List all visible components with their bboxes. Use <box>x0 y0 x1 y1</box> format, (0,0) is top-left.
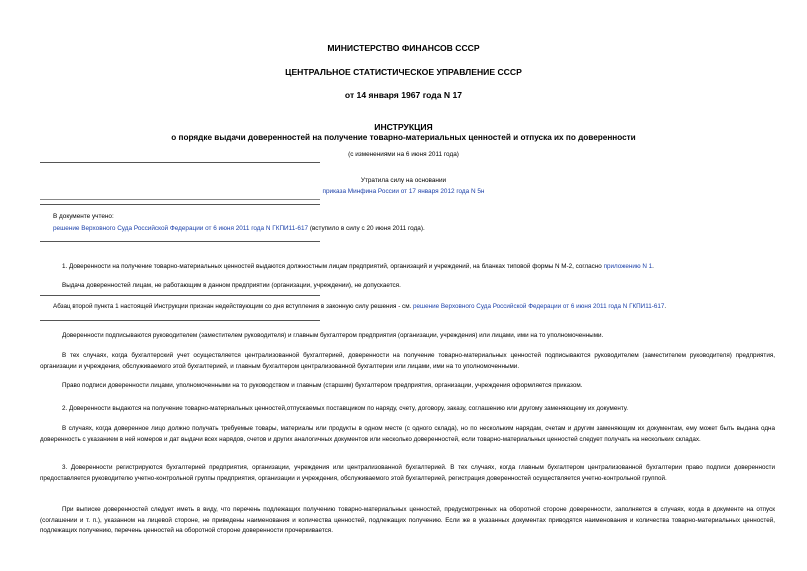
divider-mid-2 <box>40 204 320 205</box>
note-text: Абзац второй пункта 1 настоящей Инструкции признан недействующим со дня вступления в законную силу решения - см. <box>53 303 414 310</box>
divider-top <box>40 162 320 163</box>
paragraph-5: Право подписи доверенности лицами, уполномоченными на то руководством и главным (старшим) бухгалтером предприятия, организации, учреждения оформляется приказом. <box>62 382 583 389</box>
paragraph-1 <box>40 262 775 273</box>
divider-consideration <box>40 241 320 242</box>
doc-title: о порядке выдачи доверенностей на получение товарно-материальных ценностей и отпуска их по доверенности <box>171 133 636 142</box>
paragraph-8: 3. Доверенности регистрируются бухгалтерией предприятия, организации, учреждения или централизованной бухгалтерией. В тех случаях, когда главным бухгалтером централизованной бухгалтерии право подписи доверенности предоставляется руководителю учетно-контрольной группы предприятия, организации и учреждения, обслуживаемого этой бухгалтерией, регистрация доверенностей осуществляется учетно-контрольной группой. <box>40 464 775 482</box>
paragraph-7: В случаях, когда доверенное лицо должно получать требуемые товары, материалы или продукты в одном месте (с одного склада), но по нескольким нарядам, счетам и другим заменяющим их документам, ему может быть выдана одна доверенность с указанием в ней номеров и дат выдачи всех нарядов, счетов и других аналогичных документов или несколько доверенностей, если товарно-материальных ценностей следует получать на нескольких складах. <box>40 425 775 443</box>
paragraph-6: 2. Доверенности выдаются на получение товарно-материальных ценностей,отпускаемых поставщиком по наряду, счету, договору, заказу, соглашению или другому заменяющему их документу. <box>62 405 629 412</box>
paragraph-1-end: . <box>652 263 654 270</box>
note-court-link[interactable]: решение Верховного Суда Российской Федерации от 6 июня 2011 года N ГКПИ11-617 <box>413 303 665 310</box>
department-heading: ЦЕНТРАЛЬНОЕ СТАТИСТИЧЕСКОЕ УПРАВЛЕНИЕ СССР <box>285 67 522 77</box>
appendix-1-link[interactable]: приложению N 1 <box>603 263 653 270</box>
paragraph-4: В тех случаях, когда бухгалтерский учет осуществляется централизованной бухгалтерией, доверенности на получение товарно-материальных ценностей подписываются руководителем (заместителем руководителя) предприятия, организации и учреждения, обслуживаемого этой бухгалтерией, и главным бухгалтером централизованной бухгалтерии или лицами, ими на то уполномоченными. <box>40 352 775 370</box>
note-end: . <box>664 303 667 310</box>
paragraph-3: Доверенности подписываются руководителем (заместителем руководителя) и главным бухгалтером предприятия (организации, учреждения) или лицами, ими на то уполномоченными. <box>62 332 604 339</box>
paragraph-2: Выдача доверенностей лицам, не работающим в данном предприятии (организации, учреждении), не допускается. <box>62 282 401 289</box>
consideration-link[interactable]: решение Верховного Суда Российской Федерации от 6 июня 2011 года N ГКПИ11-617 <box>53 225 309 232</box>
paragraph-1-text: 1. Доверенности на получение товарно-материальных ценностей выдаются должностным лицам предприятий, организаций и учреждений, на бланках типовой формы N М-2, согласно <box>62 263 604 270</box>
date-number-heading: от 14 января 1967 года N 17 <box>344 90 463 100</box>
lost-force-text: Утратила силу на основании <box>360 177 447 184</box>
ministry-heading: МИНИСТЕРСТВО ФИНАНСОВ СССР <box>327 43 480 53</box>
lost-force-link[interactable]: приказа Минфина России от 17 января 2012 года N 5н <box>322 188 485 195</box>
consideration-tail: (вступило в силу с 20 июня 2011 года). <box>308 225 425 232</box>
doc-type-heading: ИНСТРУКЦИЯ <box>374 122 433 132</box>
consideration-line <box>53 225 425 232</box>
court-decision-note <box>53 302 783 313</box>
consideration-label: В документе учтено: <box>53 213 114 220</box>
revision-note: (с изменениями на 6 июня 2011 года) <box>348 151 459 158</box>
divider-mid-1 <box>40 199 320 200</box>
paragraph-9: При выписке доверенностей следует иметь в виду, что перечень подлежащих получению товарно-материальных ценностей, предусмотренных на оборотной стороне доверенности, заполняется в случаях, когда в документе на отпуск (соглашении и т. п.), указанном на лицевой стороне, не приведены наименования и количества ценностей, подлежащих получению. Если же в указанных документах приводятся наименования и количества товарно-материальных ценностей, подлежащих получению, перечень ценностей на оборотной стороне доверенности прочеркивается. <box>40 506 775 535</box>
